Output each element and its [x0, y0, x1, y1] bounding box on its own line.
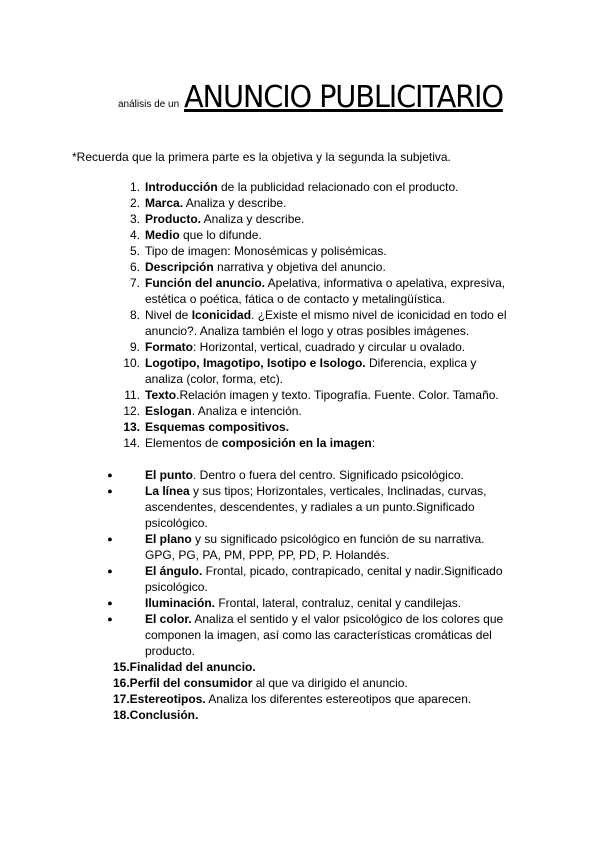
page-title: ANUNCIO PUBLICITARIO — [183, 80, 503, 115]
item-keyword: Medio — [145, 228, 180, 242]
list-item — [0, 403, 600, 419]
item-description: : Horizontal, vertical, cuadrado y circular u ovalado. — [193, 340, 466, 354]
item-description: narrativa y objetiva del anuncio. — [213, 260, 386, 274]
item-number: 3. — [129, 212, 140, 226]
item-keyword: Introducción — [145, 180, 218, 194]
final-item — [113, 675, 600, 691]
item-description: Analiza y describe. — [183, 196, 287, 210]
list-item — [0, 179, 600, 195]
bullet-item — [0, 611, 600, 659]
list-item — [0, 211, 600, 227]
final-keyword: 15.Finalidad del anuncio. — [113, 660, 256, 674]
item-keyword: Eslogan — [145, 404, 192, 418]
list-item — [0, 435, 600, 451]
item-number: 11. — [124, 388, 140, 402]
bullet-text — [145, 531, 513, 563]
bullet-icon: ● — [107, 566, 113, 576]
intro-note: *Recuerda que la primera parte es la objetiva y la segunda la subjetiva. — [72, 150, 451, 164]
item-keyword: Texto — [145, 388, 177, 402]
list-item — [0, 419, 600, 435]
analysis-list — [0, 179, 600, 723]
item-text — [145, 355, 513, 387]
item-keyword: Iconicidad — [191, 308, 252, 322]
item-keyword: Marca. — [145, 196, 184, 210]
item-description: Diferencia, explica y analiza (color, forma, etc). — [145, 356, 477, 386]
item-number: 8. — [129, 308, 140, 322]
bullet-description: . Dentro o fuera del centro. Significado psicológico. — [193, 468, 464, 482]
spacer — [0, 451, 600, 467]
bullet-list — [0, 467, 600, 659]
item-number: 7. — [129, 276, 140, 290]
item-number: 4. — [129, 228, 140, 242]
bullet-keyword: La línea — [145, 484, 190, 498]
item-number: 6. — [129, 260, 140, 274]
bullet-description: Frontal, picado, contrapicado, cenital y nadir.Significado psicológico. — [145, 564, 503, 594]
bullet-description: Frontal, lateral, contraluz, cenital y candilejas. — [215, 596, 462, 610]
bullet-item — [0, 563, 600, 595]
item-text — [145, 211, 513, 227]
item-number: 1. — [129, 180, 140, 194]
final-keyword: 18.Conclusión. — [113, 708, 199, 722]
item-text — [145, 275, 513, 307]
bullet-keyword: El color. — [145, 612, 192, 626]
item-keyword: Esquemas compositivos. — [145, 420, 290, 434]
item-description: de la publicidad relacionado con el producto. — [217, 180, 459, 194]
item-text — [145, 387, 513, 403]
bullet-item — [0, 595, 600, 611]
item-keyword: composición en la imagen — [221, 436, 372, 450]
final-description: al que va dirigido el anuncio. — [252, 676, 408, 690]
bullet-item — [0, 467, 600, 483]
bullet-icon: ● — [107, 486, 113, 496]
item-description: . Analiza e intención. — [191, 404, 302, 418]
item-prefix: Nivel de — [145, 308, 192, 322]
bullet-keyword: Iluminación. — [145, 596, 216, 610]
item-text — [145, 227, 513, 243]
item-text — [145, 403, 513, 419]
bullet-text — [145, 563, 513, 595]
item-text — [145, 339, 513, 355]
final-item — [113, 691, 600, 707]
bullet-item — [0, 483, 600, 531]
item-description: Apelativa, informativa o apelativa, expresiva, estética o poética, fática o de contacto y metalingüística. — [145, 276, 506, 306]
item-keyword: Producto. — [145, 212, 201, 226]
list-item — [0, 227, 600, 243]
item-description: : — [371, 436, 376, 450]
bullet-keyword: El plano — [145, 532, 192, 546]
list-item — [0, 243, 600, 259]
final-keyword: 17.Estereotipos. — [113, 692, 206, 706]
item-description: que lo difunde. — [179, 228, 262, 242]
item-text — [145, 419, 513, 435]
final-item — [113, 659, 600, 675]
item-number: 2. — [129, 196, 140, 210]
final-keyword: 16.Perfil del consumidor — [113, 676, 253, 690]
item-keyword: Logotipo, Imagotipo, Isotipo e Isologo. — [145, 356, 366, 370]
bullet-icon: ● — [107, 598, 113, 608]
bullet-description: y su significado psicológico en función de su narrativa. GPG, PG, PA, PM, PPP, PP, PD, P. Holandés. — [145, 532, 485, 562]
list-item — [0, 275, 600, 307]
item-text — [145, 179, 513, 195]
list-item — [0, 355, 600, 387]
bullet-icon: ● — [107, 470, 113, 480]
bullet-text — [145, 467, 513, 483]
final-item — [113, 707, 600, 723]
bullet-item — [0, 531, 600, 563]
item-number: 12. — [123, 404, 140, 418]
item-number: 13. — [123, 420, 140, 434]
bullet-icon: ● — [107, 534, 113, 544]
list-item — [0, 339, 600, 355]
item-description: . ¿Existe el mismo nivel de iconicidad en todo el anuncio?. Analiza también el logo y otras posibles imágenes. — [145, 308, 507, 338]
bullet-keyword: El punto — [145, 468, 193, 482]
item-description: .Relación imagen y texto. Tipografía. Fuente. Color. Tamaño. — [176, 388, 499, 402]
item-number: 14. — [123, 436, 140, 450]
item-prefix: Elementos de — [145, 436, 222, 450]
item-number: 10. — [123, 356, 140, 370]
final-description: Analiza los diferentes estereotipos que aparecen. — [205, 692, 472, 706]
item-description: Tipo de imagen: Monosémicas y polisémicas. — [145, 244, 387, 258]
bullet-text — [145, 483, 513, 531]
item-number: 9. — [129, 340, 140, 354]
bullet-keyword: El ángulo. — [145, 564, 203, 578]
item-number: 5. — [129, 244, 140, 258]
title-row — [118, 80, 516, 115]
bullet-text — [145, 611, 513, 659]
item-keyword: Función del anuncio. — [145, 276, 265, 290]
item-text — [145, 259, 513, 275]
final-list — [0, 659, 600, 723]
bullet-description: y sus tipos; Horizontales, verticales, Inclinadas, curvas, ascendentes, descendentes, y radiales a un punto.Significado psicológico. — [145, 484, 487, 530]
item-text — [145, 435, 513, 451]
item-text — [145, 195, 513, 211]
list-item — [0, 387, 600, 403]
item-description: Analiza y describe. — [201, 212, 305, 226]
item-keyword: Descripción — [145, 260, 214, 274]
numbered-list — [0, 179, 600, 451]
bullet-text — [145, 595, 513, 611]
bullet-icon: ● — [107, 614, 113, 624]
list-item — [0, 307, 600, 339]
list-item — [0, 259, 600, 275]
item-keyword: Formato — [145, 340, 193, 354]
item-text — [145, 307, 513, 339]
subtitle: análisis de un — [118, 99, 180, 110]
list-item — [0, 195, 600, 211]
item-text — [145, 243, 513, 259]
bullet-description: Analiza el sentido y el valor psicológico de los colores que componen la imagen, así como las características cromáticas del producto. — [145, 612, 504, 658]
